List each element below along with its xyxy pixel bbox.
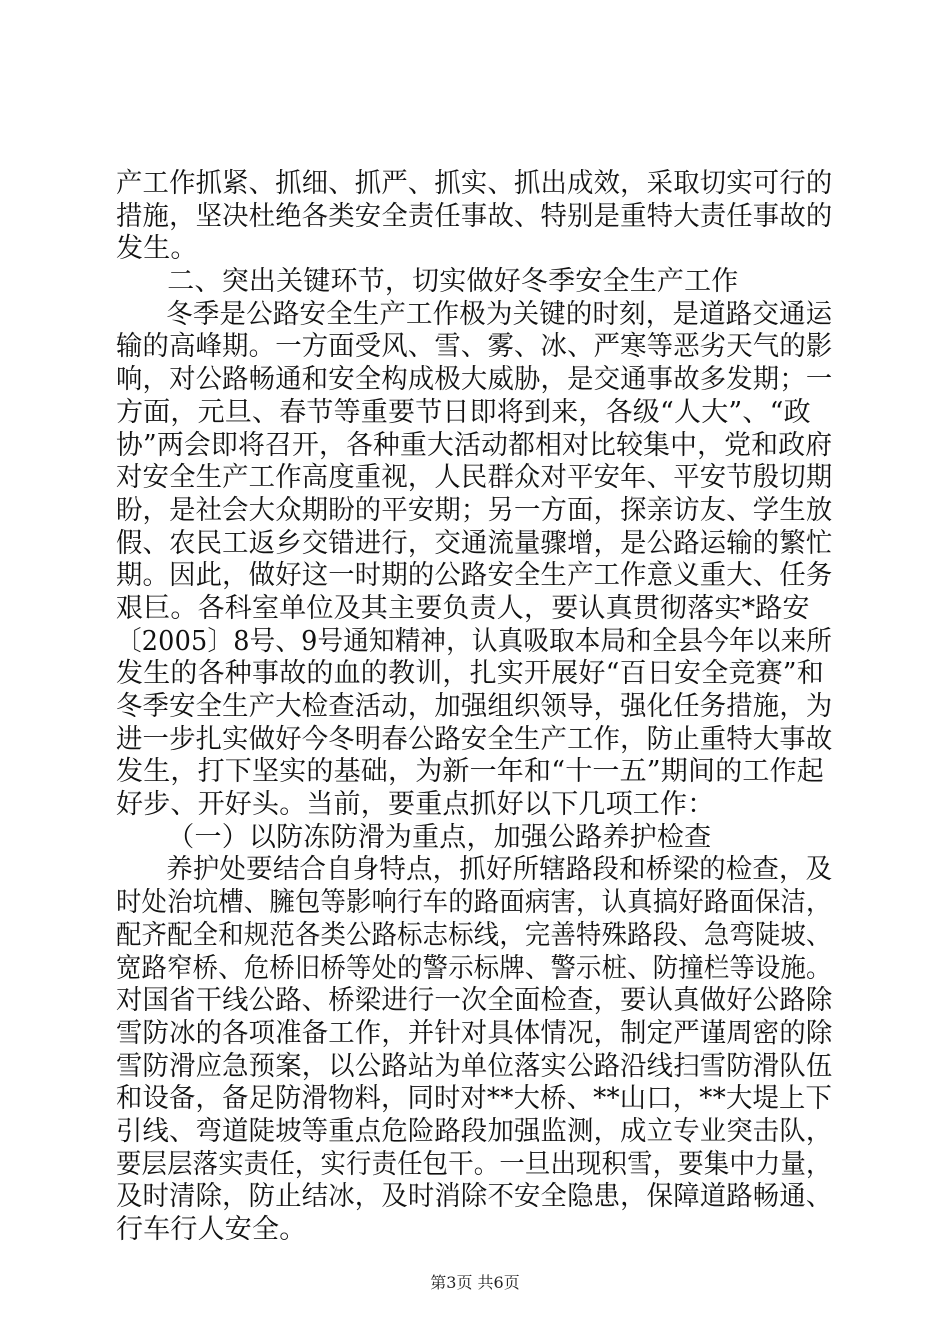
text-line: 对国省干线公路、桥梁进行一次全面检查，要认真做好公路除	[116, 985, 833, 1017]
text-line: 要层层落实责任，实行责任包干。一旦出现积雪，要集中力量，	[116, 1148, 832, 1180]
text-line: 冬季安全生产大检查活动，加强组织领导，强化任务措施，为	[116, 691, 833, 722]
text-line: 二、突出关键环节，切实做好冬季安全生产工作	[167, 266, 739, 298]
text-line: 协”两会即将召开，各种重大活动都相对比较集中，党和政府	[116, 429, 833, 461]
text-line: 雪防冰的各项准备工作，并针对具体情况，制定严谨周密的除	[116, 1017, 833, 1049]
text-line: 及时清除，防止结冰，及时消除不安全隐患，保障道路畅通、	[116, 1181, 833, 1213]
text-line: 时处治坑槽、臃包等影响行车的路面病害，认真搞好路面保洁，	[116, 887, 832, 919]
text-line: 进一步扎实做好今冬明春公路安全生产工作，防止重特大事故	[116, 723, 833, 755]
text-line: 期。因此，做好这一时期的公路安全生产工作意义重大、任务	[116, 560, 833, 592]
text-line: 雪防滑应急预案，以公路站为单位落实公路沿线扫雪防滑队伍	[116, 1050, 833, 1082]
document-body	[116, 168, 832, 1247]
text-line: 冬季是公路安全生产工作极为关键的时刻，是道路交通运	[166, 298, 833, 330]
text-line: 和设备，备足防滑物料，同时对**大桥、**山口，**大堤上下	[116, 1083, 832, 1115]
text-line: 措施，坚决杜绝各类安全责任事故、特别是重特大责任事故的	[116, 200, 833, 232]
page-footer: 第3页 共6页	[430, 1273, 520, 1292]
text-line: 引线、弯道陡坡等重点危险路段加强监测，成立专业突击队，	[116, 1115, 833, 1147]
text-line: 对安全生产工作高度重视，人民群众对平安年、平安节殷切期	[116, 462, 833, 494]
text-line: 〔2005〕8号、9号通知精神，认真吸取本局和全县今年以来所	[116, 625, 833, 657]
text-line: 宽路窄桥、危桥旧桥等处的警示标牌、警示桩、防撞栏等设施。	[116, 952, 832, 984]
text-line: 养护处要结合自身特点，抓好所辖路段和桥梁的检查，及	[166, 854, 833, 886]
text-line: 发生。	[116, 233, 198, 265]
text-line: 发生的各种事故的血的教训，扎实开展好“百日安全竞赛”和	[116, 658, 825, 690]
text-line: 盼，是社会大众期盼的平安期；另一方面，探亲访友、学生放	[116, 494, 833, 526]
text-line: 发生，打下坚实的基础，为新一年和“十一五”期间的工作起	[116, 756, 825, 788]
text-line: 假、农民工返乡交错进行，交通流量骤增，是公路运输的繁忙	[116, 527, 833, 559]
text-line: 输的高峰期。一方面受风、雪、雾、冰、严寒等恶劣天气的影	[116, 331, 833, 363]
text-line: （一）以防冻防滑为重点，加强公路养护检查	[167, 821, 712, 853]
text-line: 方面，元旦、春节等重要节日即将到来，各级“人大”、“政	[116, 396, 811, 428]
text-line: 好步、开好头。当前，要重点抓好以下几项工作：	[116, 789, 715, 821]
text-line: 艰巨。各科室单位及其主要负责人，要认真贯彻落实*路安	[116, 592, 810, 624]
text-line: 配齐配全和规范各类公路标志标线，完善特殊路段、急弯陡坡、	[116, 919, 832, 951]
text-line: 产工作抓紧、抓细、抓严、抓实、抓出成效，采取切实可行的	[116, 168, 833, 199]
text-line: 行车行人安全。	[116, 1214, 307, 1245]
text-line: 响，对公路畅通和安全构成极大威胁，是交通事故多发期；一	[116, 364, 833, 396]
